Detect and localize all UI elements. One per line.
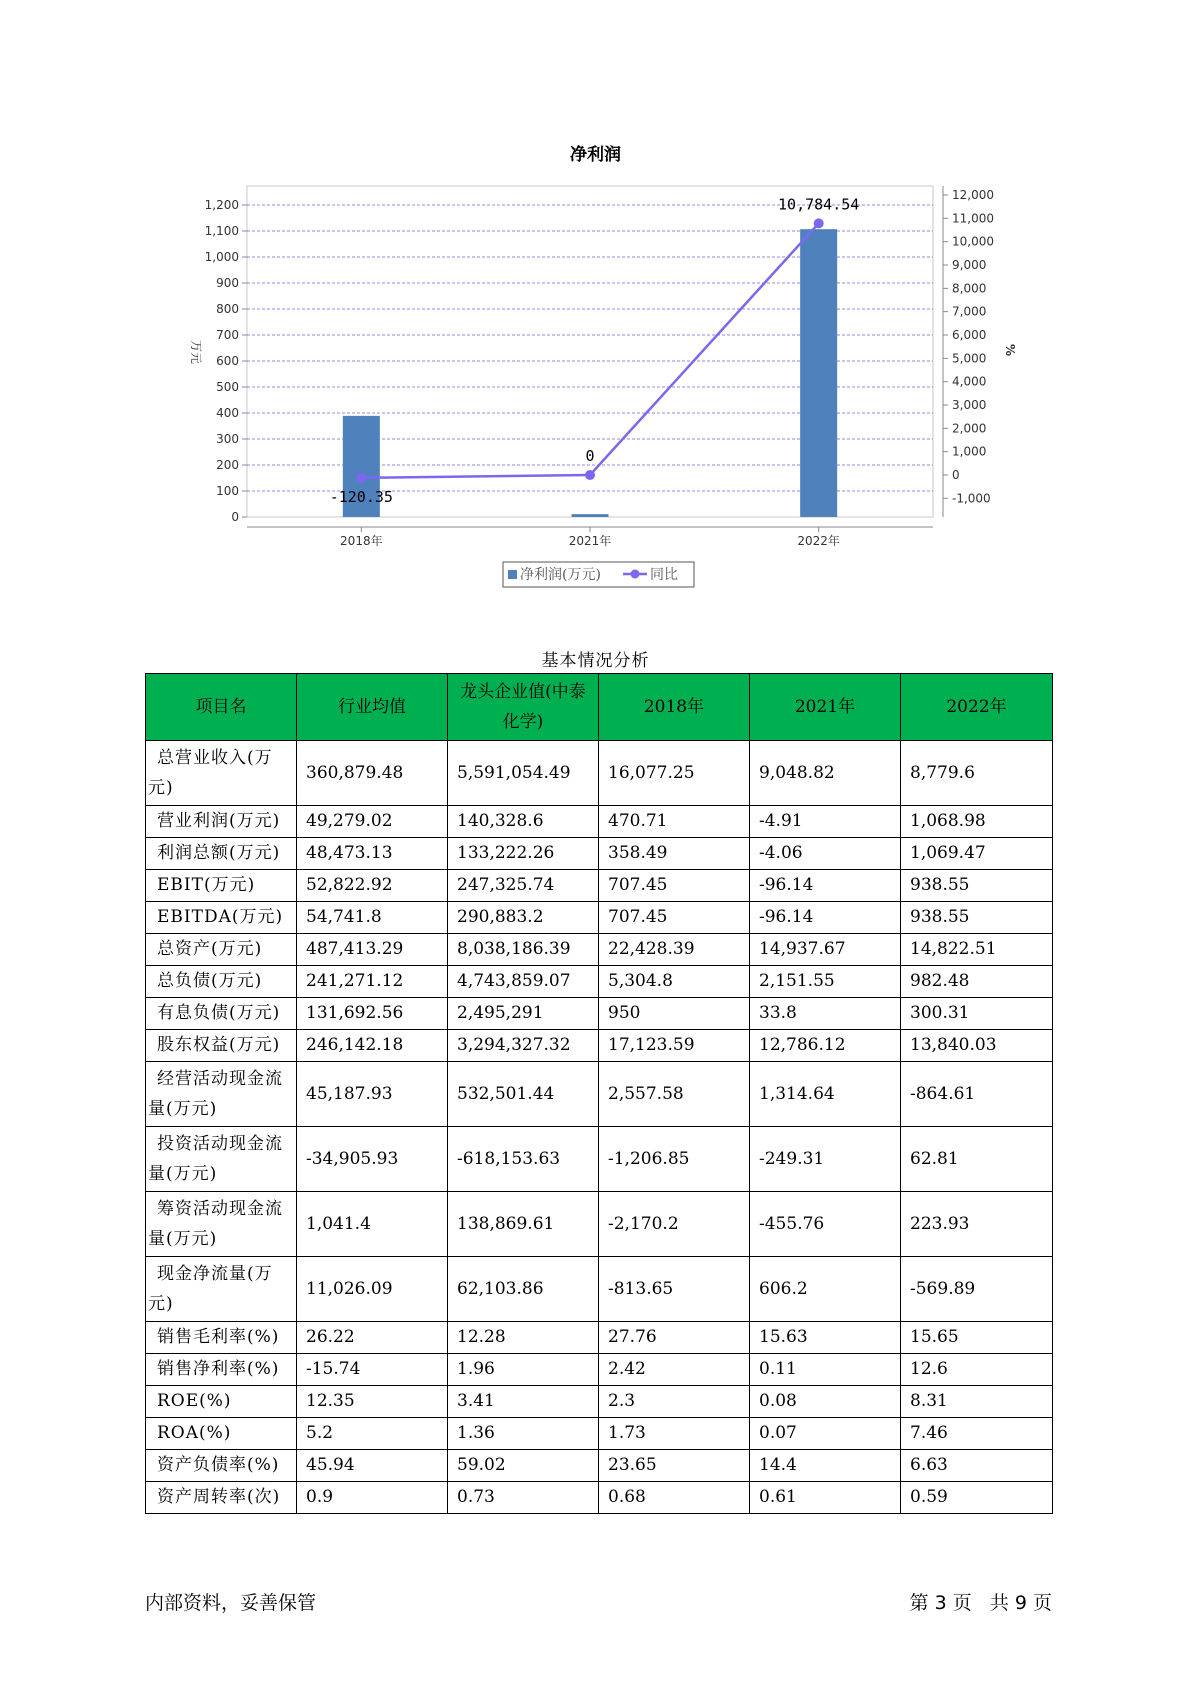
x-tick-label: 2018年 — [340, 534, 383, 548]
row-label-cell: 筹资活动现金流量(万元) — [146, 1192, 297, 1257]
value-cell: 0.9 — [297, 1482, 448, 1514]
row-label-cell: 资产负债率(%) — [146, 1450, 297, 1482]
table-row — [146, 1257, 1053, 1322]
value-cell: -34,905.93 — [297, 1127, 448, 1192]
row-label-cell: EBIT(万元) — [146, 870, 297, 902]
right-tick-label: 11,000 — [952, 211, 994, 226]
value-cell: 4,743,859.07 — [448, 966, 599, 998]
value-cell: 62,103.86 — [448, 1257, 599, 1322]
row-label-cell: 总资产(万元) — [146, 934, 297, 966]
table-title: 基本情况分析 — [541, 651, 650, 671]
value-cell: 5,591,054.49 — [448, 741, 599, 806]
value-cell: 13,840.03 — [901, 1030, 1053, 1062]
row-label-cell: 利润总额(万元) — [146, 838, 297, 870]
row-label-cell: 销售毛利率(%) — [146, 1322, 297, 1354]
left-tick-label: 1,000 — [204, 250, 239, 264]
yoy-point — [356, 473, 366, 483]
legend-bar-swatch — [508, 570, 517, 579]
yoy-line — [361, 223, 818, 477]
value-cell: 606.2 — [750, 1257, 901, 1322]
value-cell: 2.42 — [599, 1354, 750, 1386]
value-cell: 12.28 — [448, 1322, 599, 1354]
value-cell: 360,879.48 — [297, 741, 448, 806]
left-tick-label: 800 — [216, 302, 239, 316]
table-row — [146, 998, 1053, 1030]
right-tick-label: 10,000 — [952, 234, 994, 249]
header-item-name: 项目名 — [146, 674, 297, 741]
table-row — [146, 902, 1053, 934]
row-label-cell: 有息负债(万元) — [146, 998, 297, 1030]
legend-line-marker — [631, 570, 640, 579]
left-tick-label: 1,100 — [204, 224, 239, 238]
net-profit-chart — [0, 0, 1191, 600]
value-cell: 982.48 — [901, 966, 1053, 998]
right-tick-label: 5,000 — [952, 351, 987, 366]
value-cell: 950 — [599, 998, 750, 1030]
value-cell: 0.61 — [750, 1482, 901, 1514]
row-label-cell: 资产周转率(次) — [146, 1482, 297, 1514]
right-tick-label: 6,000 — [952, 328, 987, 342]
value-cell: 9,048.82 — [750, 741, 901, 806]
value-cell: 45,187.93 — [297, 1062, 448, 1127]
value-cell: -249.31 — [750, 1127, 901, 1192]
left-tick-label: 100 — [216, 484, 239, 498]
value-cell: 45.94 — [297, 1450, 448, 1482]
basic-analysis-table — [145, 673, 1053, 1514]
footer-confidential-note: 内部资料，妥善保管 — [145, 1592, 317, 1614]
chart-canvas — [0, 0, 1191, 600]
table-row — [146, 838, 1053, 870]
value-cell: 938.55 — [901, 902, 1053, 934]
table-row — [146, 1192, 1053, 1257]
value-cell: 52,822.92 — [297, 870, 448, 902]
left-tick-label: 700 — [216, 328, 239, 342]
footer-page-number: 第 3 页 共 9 页 — [909, 1592, 1052, 1614]
row-label-cell: ROA(%) — [146, 1418, 297, 1450]
value-cell: 12,786.12 — [750, 1030, 901, 1062]
y2-axis-label: % — [1003, 343, 1017, 357]
yoy-point — [585, 470, 595, 480]
value-cell: 14,937.67 — [750, 934, 901, 966]
value-cell: 938.55 — [901, 870, 1053, 902]
value-cell: 1,041.4 — [297, 1192, 448, 1257]
row-label-cell: 股东权益(万元) — [146, 1030, 297, 1062]
value-cell: 14.4 — [750, 1450, 901, 1482]
value-cell: 17,123.59 — [599, 1030, 750, 1062]
row-label-cell: 营业利润(万元) — [146, 806, 297, 838]
value-cell: 1.36 — [448, 1418, 599, 1450]
value-cell: 15.63 — [750, 1322, 901, 1354]
value-cell: 707.45 — [599, 902, 750, 934]
x-tick-label: 2022年 — [797, 534, 840, 548]
table-row — [146, 806, 1053, 838]
value-cell: -455.76 — [750, 1192, 901, 1257]
chart-title: 净利润 — [570, 145, 621, 165]
value-cell: 300.31 — [901, 998, 1053, 1030]
row-label-cell: 总营业收入(万元) — [146, 741, 297, 806]
value-cell: 2.3 — [599, 1386, 750, 1418]
left-tick-label: 900 — [216, 276, 239, 290]
table-row — [146, 1062, 1053, 1127]
right-tick-label: 2,000 — [952, 421, 987, 436]
value-cell: 2,495,291 — [448, 998, 599, 1030]
value-cell: -96.14 — [750, 870, 901, 902]
table-row — [146, 1354, 1053, 1386]
left-tick-label: 0 — [231, 510, 239, 524]
value-cell: 0.59 — [901, 1482, 1053, 1514]
right-tick-label: 12,000 — [952, 188, 994, 202]
left-tick-label: 300 — [216, 432, 239, 446]
value-cell: -15.74 — [297, 1354, 448, 1386]
value-cell: -618,153.63 — [448, 1127, 599, 1192]
value-cell: -4.06 — [750, 838, 901, 870]
right-tick-label: 7,000 — [952, 304, 987, 319]
left-tick-label: 1,200 — [204, 198, 239, 212]
value-cell: -864.61 — [901, 1062, 1053, 1127]
right-tick-label: 8,000 — [952, 281, 987, 296]
value-cell: 27.76 — [599, 1322, 750, 1354]
row-label-cell: 投资活动现金流量(万元) — [146, 1127, 297, 1192]
table-row — [146, 1450, 1053, 1482]
x-tick-label: 2021年 — [568, 534, 612, 548]
table-row — [146, 1030, 1053, 1062]
right-tick-label: 3,000 — [952, 398, 987, 412]
table-row — [146, 741, 1053, 806]
header-2022: 2022年 — [901, 674, 1053, 741]
value-cell: 11,026.09 — [297, 1257, 448, 1322]
row-label-cell: 经营活动现金流量(万元) — [146, 1062, 297, 1127]
value-cell: 0.73 — [448, 1482, 599, 1514]
value-cell: 59.02 — [448, 1450, 599, 1482]
value-cell: -96.14 — [750, 902, 901, 934]
y-axis-label: 万元 — [189, 339, 203, 365]
value-cell: 223.93 — [901, 1192, 1053, 1257]
value-cell: 12.35 — [297, 1386, 448, 1418]
row-label-cell: ROE(%) — [146, 1386, 297, 1418]
header-leader-value: 龙头企业值(中泰化学) — [448, 674, 599, 741]
right-tick-label: -1,000 — [952, 491, 991, 506]
value-cell: 131,692.56 — [297, 998, 448, 1030]
value-cell: 2,151.55 — [750, 966, 901, 998]
value-cell: 8,779.6 — [901, 741, 1053, 806]
value-cell: 532,501.44 — [448, 1062, 599, 1127]
value-cell: 241,271.12 — [297, 966, 448, 998]
value-cell: 15.65 — [901, 1322, 1053, 1354]
value-cell: 48,473.13 — [297, 838, 448, 870]
right-tick-label: 4,000 — [952, 374, 987, 389]
yoy-data-label: -120.35 — [329, 487, 393, 506]
value-cell: -4.91 — [750, 806, 901, 838]
value-cell: -813.65 — [599, 1257, 750, 1322]
value-cell: 8,038,186.39 — [448, 934, 599, 966]
value-cell: 14,822.51 — [901, 934, 1053, 966]
row-label-cell: 总负债(万元) — [146, 966, 297, 998]
value-cell: 0.07 — [750, 1418, 901, 1450]
value-cell: -1,206.85 — [599, 1127, 750, 1192]
value-cell: 138,869.61 — [448, 1192, 599, 1257]
value-cell: 290,883.2 — [448, 902, 599, 934]
value-cell: 54,741.8 — [297, 902, 448, 934]
left-tick-label: 500 — [216, 380, 239, 394]
value-cell: 8.31 — [901, 1386, 1053, 1418]
header-industry-avg: 行业均值 — [297, 674, 448, 741]
value-cell: 62.81 — [901, 1127, 1053, 1192]
left-tick-label: 200 — [216, 458, 239, 472]
value-cell: 1,314.64 — [750, 1062, 901, 1127]
yoy-data-label: 0 — [585, 447, 595, 465]
value-cell: 3.41 — [448, 1386, 599, 1418]
value-cell: 5,304.8 — [599, 966, 750, 998]
value-cell: 12.6 — [901, 1354, 1053, 1386]
left-tick-label: 600 — [216, 354, 239, 368]
value-cell: 1.96 — [448, 1354, 599, 1386]
value-cell: 6.63 — [901, 1450, 1053, 1482]
value-cell: 247,325.74 — [448, 870, 599, 902]
value-cell: 33.8 — [750, 998, 901, 1030]
row-label-cell: 销售净利率(%) — [146, 1354, 297, 1386]
header-2018: 2018年 — [599, 674, 750, 741]
legend-line-label: 同比 — [650, 567, 678, 583]
row-label-cell: EBITDA(万元) — [146, 902, 297, 934]
value-cell: 22,428.39 — [599, 934, 750, 966]
value-cell: 3,294,327.32 — [448, 1030, 599, 1062]
right-tick-label: 1,000 — [952, 444, 987, 459]
table-body — [146, 741, 1053, 1514]
value-cell: 1.73 — [599, 1418, 750, 1450]
table-row — [146, 1127, 1053, 1192]
right-tick-label: 9,000 — [952, 258, 987, 272]
value-cell: 1,068.98 — [901, 806, 1053, 838]
value-cell: 1,069.47 — [901, 838, 1053, 870]
value-cell: 23.65 — [599, 1450, 750, 1482]
row-label-cell: 现金净流量(万元) — [146, 1257, 297, 1322]
table-row — [146, 934, 1053, 966]
bar-2021年 — [572, 514, 609, 517]
yoy-data-label: 10,784.54 — [778, 195, 860, 214]
value-cell: -2,170.2 — [599, 1192, 750, 1257]
value-cell: 0.68 — [599, 1482, 750, 1514]
value-cell: 470.71 — [599, 806, 750, 838]
value-cell: 26.22 — [297, 1322, 448, 1354]
table-row — [146, 1418, 1053, 1450]
table-row — [146, 1386, 1053, 1418]
right-tick-label: 0 — [952, 468, 960, 482]
value-cell: 2,557.58 — [599, 1062, 750, 1127]
value-cell: 5.2 — [297, 1418, 448, 1450]
left-tick-label: 400 — [216, 406, 239, 420]
bar-2022年 — [800, 229, 837, 517]
table-row — [146, 1322, 1053, 1354]
header-2021: 2021年 — [750, 674, 901, 741]
value-cell: 0.08 — [750, 1386, 901, 1418]
value-cell: 358.49 — [599, 838, 750, 870]
value-cell: 7.46 — [901, 1418, 1053, 1450]
value-cell: 707.45 — [599, 870, 750, 902]
table-row — [146, 870, 1053, 902]
legend-bar-label: 净利润(万元) — [520, 567, 601, 583]
value-cell: 140,328.6 — [448, 806, 599, 838]
value-cell: 487,413.29 — [297, 934, 448, 966]
value-cell: 0.11 — [750, 1354, 901, 1386]
table-row — [146, 1482, 1053, 1514]
yoy-point — [814, 218, 824, 228]
table-row — [146, 966, 1053, 998]
value-cell: 16,077.25 — [599, 741, 750, 806]
table-header-row — [146, 674, 1053, 741]
value-cell: -569.89 — [901, 1257, 1053, 1322]
value-cell: 246,142.18 — [297, 1030, 448, 1062]
value-cell: 49,279.02 — [297, 806, 448, 838]
value-cell: 133,222.26 — [448, 838, 599, 870]
